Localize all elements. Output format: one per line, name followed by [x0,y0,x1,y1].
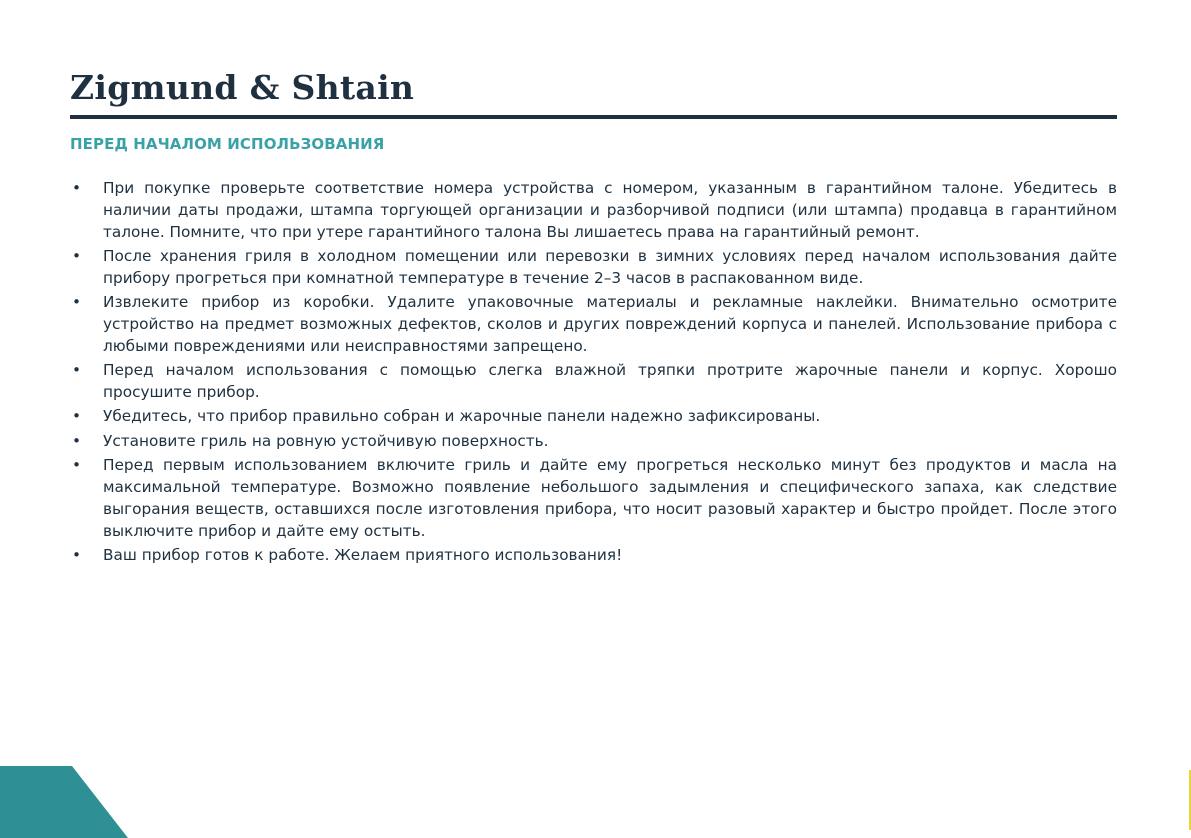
section-title: ПЕРЕД НАЧАЛОМ ИСПОЛЬЗОВАНИЯ [70,135,385,153]
bullet-icon: • [72,431,82,450]
list-item-text: Установите гриль на ровную устойчивую поверхность. [103,431,549,450]
header-divider [70,115,1117,119]
list-item-text: Перед началом использования с помощью слегка влажной тряпки протрите жарочные панели и корпус. Хорошо просушите прибор. [103,361,1117,401]
list-item-text: Убедитесь, что прибор правильно собран и жарочные панели надежно зафиксированы. [103,407,821,426]
list-item [70,406,1117,428]
brand-logo: Zigmund & Shtain [70,68,415,107]
list-item-text: Перед первым использованием включите гриль и дайте ему прогреться несколько минут без продуктов и масла на максимальной температуре. Возможно появление небольшого задымления и специфического запаха, как следствие выгорания веществ, оставшихся после изготовления прибора, что носит разовый характер и быстро пройдет. После этого выключите прибор и дайте ему остыть. [103,456,1117,540]
list-item [70,360,1117,404]
bullet-icon: • [72,456,82,475]
list-item-text: Ваш прибор готов к работе. Желаем приятного использования! [103,545,623,564]
bullet-icon: • [72,545,82,564]
corner-triangle [0,766,128,838]
list-item-text: При покупке проверьте соответствие номера устройства с номером, указанным в гарантийном талоне. Убедитесь в наличии даты продажи, штампа торгующей организации и разборчивой подписи (или штампа) продавца в гарантийном талоне. Помните, что при утере гарантийного талона Вы лишаетесь права на гарантийный ремонт. [103,179,1117,241]
bullet-icon: • [72,407,82,426]
list-item [70,431,1117,453]
bullet-icon: • [72,361,82,380]
list-item [70,455,1117,542]
list-item [70,292,1117,357]
bullet-icon: • [72,246,82,265]
list-item [70,246,1117,290]
bullet-icon: • [72,179,82,197]
bullet-icon: • [72,293,82,312]
list-item [70,545,1117,567]
list-item-text: После хранения гриля в холодном помещении или перевозки в зимних условиях перед началом использования дайте прибору прогреться при комнатной температуре в течение 2–3 часов в распакованном виде. [103,246,1117,287]
instructions-list [70,178,1117,569]
corner-decoration [0,766,128,838]
list-item [70,178,1117,243]
list-item-text: Извлеките прибор из коробки. Удалите упаковочные материалы и рекламные наклейки. Внимательно осмотрите устройство на предмет возможных дефектов, сколов и других повреждений корпуса и панелей. Использование прибора с любыми повреждениями или неисправностями запрещено. [103,293,1117,355]
